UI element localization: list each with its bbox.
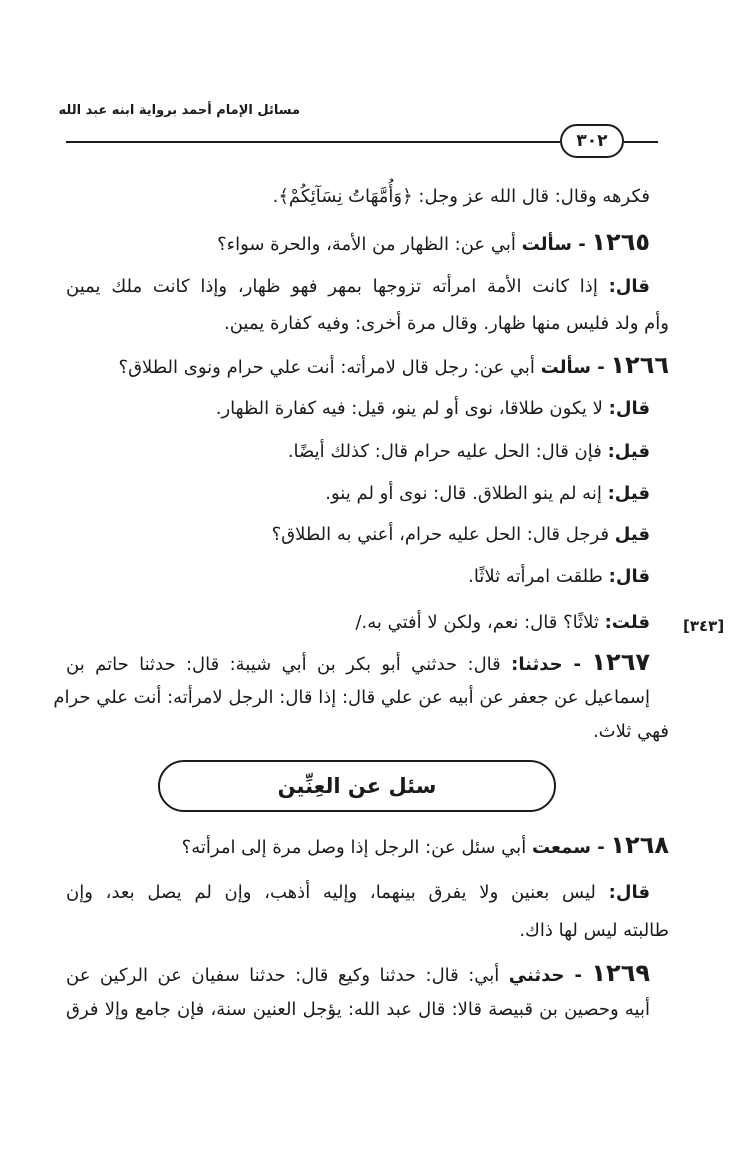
text-line: قال: طلقت امرأته ثلاثًا. <box>468 566 650 587</box>
text-line: وأم ولد فليس منها ظهار. وقال مرة أخرى: وفيه كفارة يمين. <box>223 313 669 334</box>
entry-1269: ١٢٦٩ - حدثني أبي: قال: حدثنا وكيع قال: حدثنا سفيان عن الركين عن <box>66 959 650 987</box>
entry-number: ١٢٦٦ <box>610 351 669 379</box>
text-line: أبيه وحصين بن قبيصة قالا: قال عبد الله: يؤجل العنين سنة، فإن جامع وإلا فرق <box>66 999 650 1020</box>
header-rule-right <box>624 141 658 143</box>
text-line: قيل: فإن قال: الحل عليه حرام قال: كذلك أيضًا. <box>287 441 650 462</box>
page-number: ٣٠٢ <box>560 124 624 158</box>
text-line: فهي ثلاث. <box>592 721 669 742</box>
text-line: طالبته ليس لها ذاك. <box>519 920 669 941</box>
margin-reference: [٣٤٣] <box>683 617 725 635</box>
text-line: فكرهه وقال: قال الله عز وجل: ﴿وَأُمَّهَاتُ نِسَآئِكُمْ﴾. <box>272 186 650 207</box>
text-line: قال: ليس بعنين ولا يفرق بينهما، وإليه أذهب، وإن لم يصل بعد، وإن <box>66 882 650 903</box>
text-line: قيل: إنه لم ينو الطلاق. قال: نوى أو لم ينو. <box>325 483 650 504</box>
text-line: قلت: ثلاثًا؟ قال: نعم، ولكن لا أفتي به./ <box>355 612 650 633</box>
entry-number: ١٢٦٧ <box>591 648 650 676</box>
entry-1265: ١٢٦٥ - سألت أبي عن: الظهار من الأمة، والحرة سواء؟ <box>217 228 650 256</box>
entry-1267: ١٢٦٧ - حدثنا: قال: حدثني أبو بكر بن أبي شيبة: قال: حدثنا حاتم بن <box>66 648 650 676</box>
entry-number: ١٢٦٩ <box>591 959 650 987</box>
entry-1266: ١٢٦٦ - سألت أبي عن: رجل قال لامرأته: أنت علي حرام ونوى الطلاق؟ <box>118 351 669 379</box>
running-head: مسائل الإمام أحمد برواية ابنه عبد الله <box>58 103 300 118</box>
text-line: إسماعيل عن جعفر عن أبيه عن علي قال: إذا قال: الرجل لامرأته: أنت علي حرام <box>53 687 650 708</box>
entry-number: ١٢٦٨ <box>610 831 669 859</box>
section-heading: سئل عن العِنِّين <box>158 760 556 812</box>
text-line: قال: لا يكون طلاقا، نوى أو لم ينو، قيل: فيه كفارة الظهار. <box>215 398 650 419</box>
entry-number: ١٢٦٥ <box>591 228 650 256</box>
header-rule-left <box>66 141 560 143</box>
text-line: قيل فرجل قال: الحل عليه حرام، أعني به الطلاق؟ <box>271 524 650 545</box>
entry-1268: ١٢٦٨ - سمعت أبي سئل عن: الرجل إذا وصل مرة إلى امرأته؟ <box>181 831 669 859</box>
text-line: قال: إذا كانت الأمة امرأته تزوجها بمهر فهو ظهار، وإذا كانت ملك يمين <box>66 276 650 297</box>
